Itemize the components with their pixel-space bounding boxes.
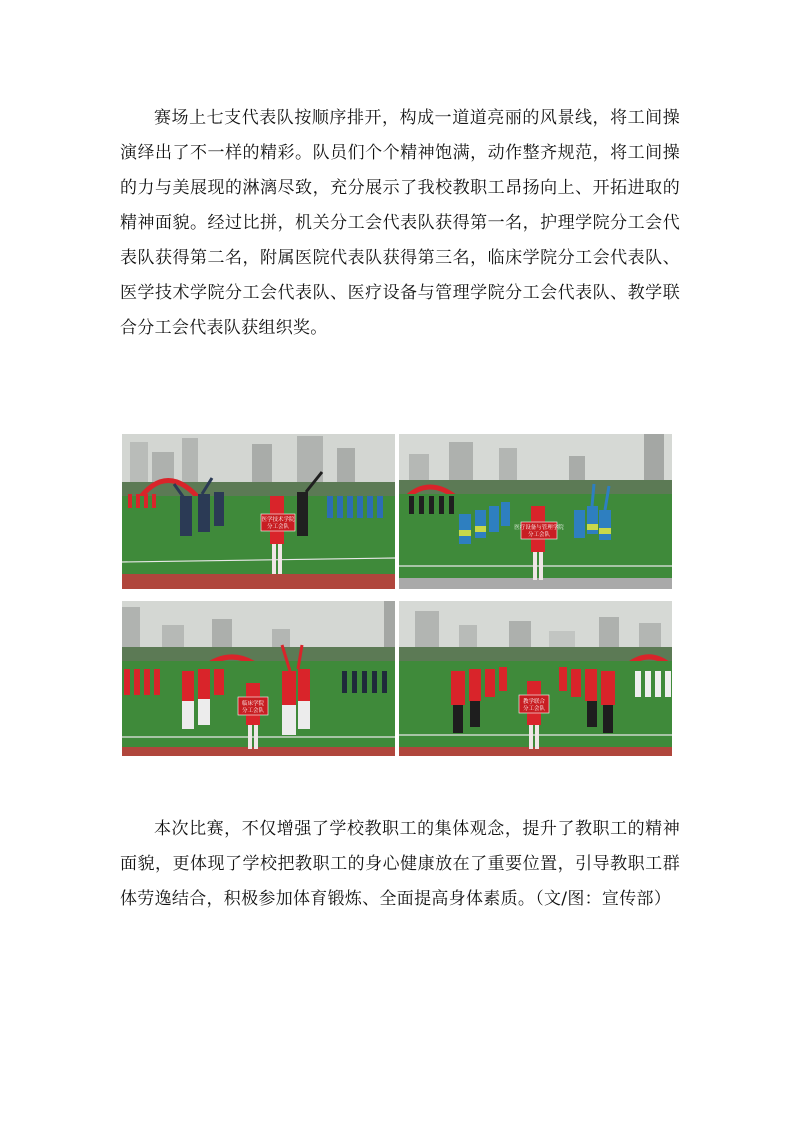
team-sign-4-line1: 教学联合 — [522, 699, 546, 705]
team-sign-3-line2: 分工会队 — [241, 708, 265, 714]
team-sign-4-line2: 分工会队 — [522, 706, 546, 712]
article-paragraph-2: 本次比赛，不仅增强了学校教职工的集体观念，提升了教职工的精神面貌，更体现了学校把教职工的身心健康放在了重要位置，引导教职工群体劳逸结合，积极参加体育锻炼、全面提高身体素质。（文/图：宣传部） — [120, 819, 680, 909]
team-sign-1-line1: 医学技术学院 — [261, 517, 295, 523]
event-photo-2 — [399, 434, 672, 589]
team-sign-3-line1: 临床学院 — [241, 701, 265, 707]
photo-grid — [122, 434, 672, 756]
event-photo-3 — [122, 601, 395, 756]
article-paragraph-1: 赛场上七支代表队按顺序排开，构成一道道亮丽的风景线，将工间操演绎出了不一样的精彩。队员们个个精神饱满，动作整齐规范，将工间操的力与美展现的淋漓尽致，充分展示了我校教职工昂扬向上、开拓进取的精神面貌。经过比拼，机关分工会代表队获得第一名，护理学院分工会代表队获得第二名，附属医院代表队获得第三名，临床学院分工会代表队、医学技术学院分工会代表队、医疗设备与管理学院分工会代表队、教学联合分工会代表队获组织奖。 — [120, 108, 680, 338]
team-sign-1-line2: 分工会队 — [266, 524, 290, 530]
team-sign-2-line1: 医疗设备与管理学院 — [514, 525, 564, 531]
team-sign-2-line2: 分工会队 — [527, 532, 551, 538]
event-photo-4 — [399, 601, 672, 756]
event-photo-1 — [122, 434, 395, 589]
